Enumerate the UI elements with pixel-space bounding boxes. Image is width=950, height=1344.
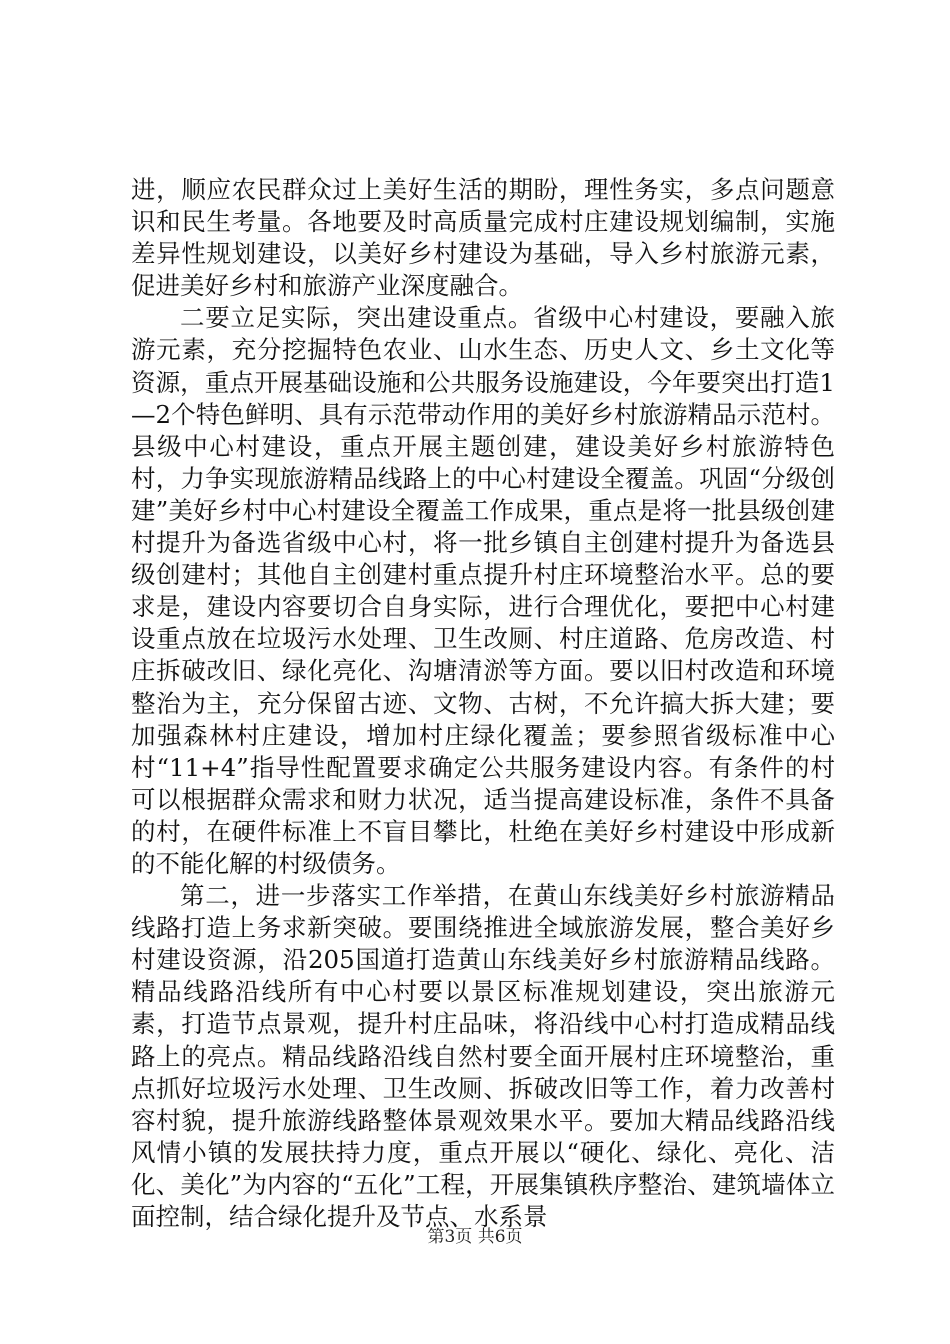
page-footer: 第3页 共6页 xyxy=(427,1227,523,1247)
paragraph-tourism-route: 第二，进一步落实工作举措，在黄山东线美好乡村旅游精品线路打造上务求新突破。要围绕推进全域旅游发展，整合美好乡村建设资源，沿205国道打造黄山东线美好乡村旅游精品线路。精品线路沿线所有中心村要以景区标准规划建设，突出旅游元素，打造节点景观，提升村庄品味，将沿线中心村打造成精品线路上的亮点。精品线路沿线自然村要全面开展村庄环境整治，重点抓好垃圾污水处理、卫生改厕、拆破改旧等工作，着力改善村容村貌，提升旅游线路整体景观效果水平。要加大精品线路沿线风情小镇的发展扶持力度，重点开展以“硬化、绿化、亮化、洁化、美化”为内容的“五化”工程，开展集镇秩序整治、建筑墙体立面控制，结合绿化提升及节点、水系景 xyxy=(131,881,835,1231)
paragraph-construction-focus: 二要立足实际，突出建设重点。省级中心村建设，要融入旅游元素，充分挖掘特色农业、山水生态、历史人文、乡土文化等资源，重点开展基础设施和公共服务设施建设，今年要突出打造1—2个特色鲜明、具有示范带动作用的美好乡村旅游精品示范村。县级中心村建设，重点开展主题创建，建设美好乡村旅游特色村，力争实现旅游精品线路上的中心村建设全覆盖。巩固“分级创建”美好乡村中心村建设全覆盖工作成果，重点是将一批县级创建村提升为备选省级中心村，将一批乡镇自主创建村提升为备选县级创建村；其他自主创建村重点提升村庄环境整治水平。总的要求是，建设内容要切合自身实际，进行合理优化，要把中心村建设重点放在垃圾污水处理、卫生改厕、村庄道路、危房改造、村庄拆破改旧、绿化亮化、沟塘清淤等方面。要以旧村改造和环境整治为主，充分保留古迹、文物、古树，不允许搞大拆大建；要加强森林村庄建设，增加村庄绿化覆盖；要参照省级标准中心村“11+4”指导性配置要求确定公共服务建设内容。有条件的村可以根据群众需求和财力状况，适当提高建设标准，条件不具备的村，在硬件标准上不盲目攀比，杜绝在美好乡村建设中形成新的不能化解的村级债务。 xyxy=(131,303,835,878)
paragraph-continuation: 进，顺应农民群众过上美好生活的期盼，理性务实，多点问题意识和民生考量。各地要及时高质量完成村庄建设规划编制，实施差异性规划建设，以美好乡村建设为基础，导入乡村旅游元素，促进美好乡村和旅游产业深度融合。 xyxy=(131,175,835,301)
document-body xyxy=(131,174,835,1233)
